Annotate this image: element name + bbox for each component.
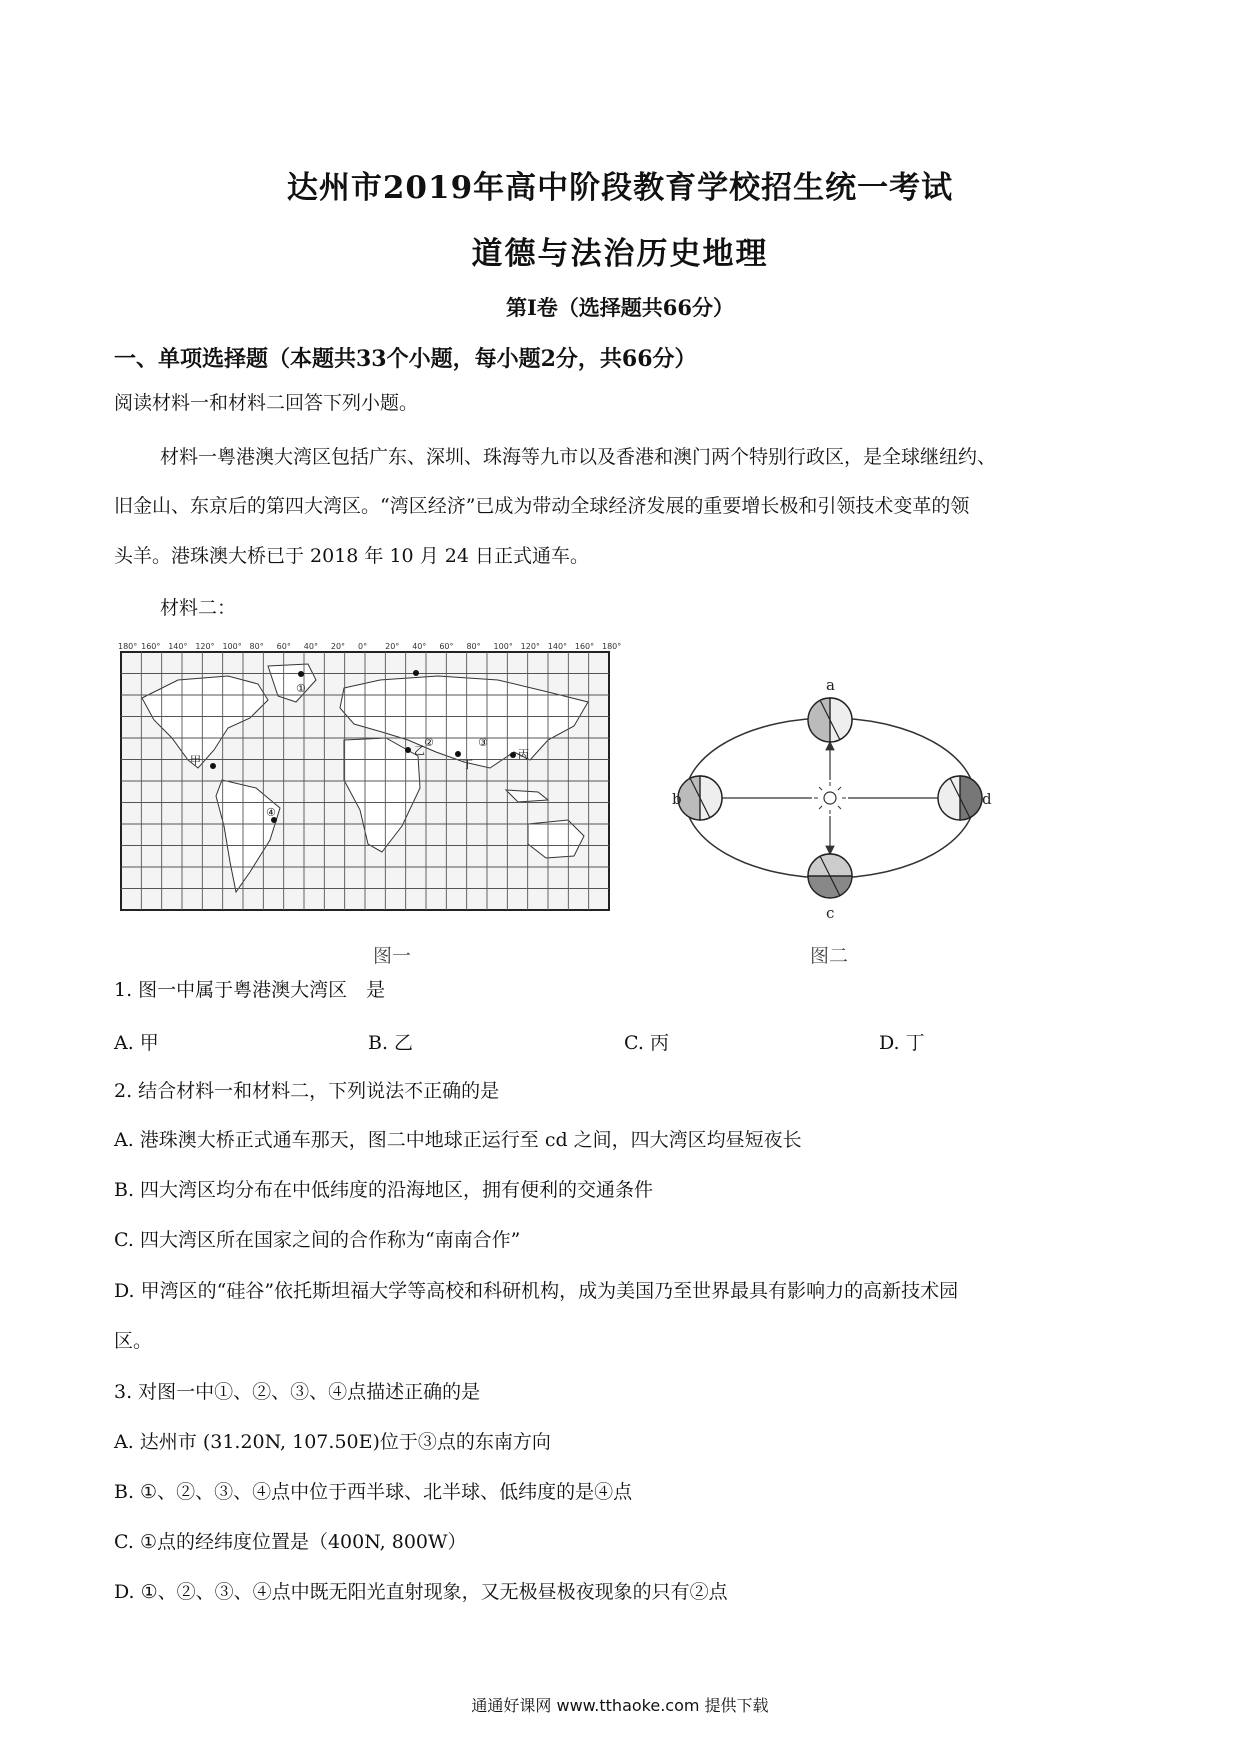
earth-b-icon xyxy=(678,776,722,820)
ding-dot xyxy=(455,751,461,757)
longitude-tick: 0° xyxy=(358,642,368,651)
question-1-stem: 1. 图一中属于粤港澳大湾区 是 xyxy=(114,979,386,1001)
longitude-tick: 20° xyxy=(330,642,346,651)
exam-subject: 道德与法治历史地理 xyxy=(471,236,769,272)
jia-dot xyxy=(210,763,216,769)
footer-source: 通通好课网 www.tthaoke.com 提供下载 xyxy=(471,1696,769,1715)
longitude-tick: 40° xyxy=(412,642,427,651)
question-2-option-b: B. 四大湾区均分布在中低纬度的沿海地区，拥有便利的交通条件 xyxy=(114,1179,654,1201)
longitude-tick: 160° xyxy=(141,642,161,651)
question-1-option-a: A. 甲 xyxy=(114,1032,159,1054)
figure-two-caption: 图二 xyxy=(810,945,849,967)
longitude-tick: 160° xyxy=(574,642,595,651)
material-one-line-3: 头羊。港珠澳大桥已于 2018 年 10 月 24 日正式通车。 xyxy=(114,545,589,567)
yi-dot xyxy=(405,747,411,753)
earth-d-icon xyxy=(938,776,982,820)
question-2-option-a: A. 港珠澳大桥正式通车那天，图二中地球正运行至 cd 之间，四大湾区均昼短夜长 xyxy=(114,1129,802,1151)
exam-title: 达州市2019年高中阶段教育学校招生统一考试 xyxy=(286,170,954,206)
longitude-tick: 180° xyxy=(118,642,138,651)
longitude-tick: 60° xyxy=(439,642,454,651)
world-map-svg xyxy=(118,640,630,915)
jia-label: 甲 xyxy=(190,754,201,767)
longitude-tick-labels xyxy=(118,642,621,651)
label-b: b xyxy=(672,790,682,808)
label-c: c xyxy=(826,904,835,922)
question-2-option-c: C. 四大湾区所在国家之间的合作称为“南南合作” xyxy=(114,1229,521,1251)
longitude-tick: 80° xyxy=(249,642,264,651)
figure-two-earth-orbit xyxy=(670,678,990,938)
longitude-tick: 100° xyxy=(493,642,513,651)
point-4-label: ④ xyxy=(266,806,276,819)
orbit-svg xyxy=(670,678,990,938)
exam-part: 第Ⅰ卷（选择题共66分） xyxy=(505,295,735,320)
label-d: d xyxy=(982,790,992,808)
yi-label: 乙 xyxy=(414,744,425,757)
point-1-label: ① xyxy=(296,682,306,695)
bing-label: 丙 xyxy=(518,748,529,761)
longitude-tick: 60° xyxy=(276,642,291,651)
question-2-stem: 2. 结合材料一和材料二，下列说法不正确的是 xyxy=(114,1080,500,1102)
longitude-tick: 120° xyxy=(195,642,215,651)
bing-dot xyxy=(510,752,516,758)
longitude-tick: 20° xyxy=(385,642,400,651)
point-3-label: ③ xyxy=(478,736,488,749)
longitude-tick: 80° xyxy=(466,642,481,651)
figure-one-world-map xyxy=(118,640,630,915)
question-2-option-d-line-1: D. 甲湾区的“硅谷”依托斯坦福大学等高校和科研机构，成为美国乃至世界最具有影响力的高新技术园 xyxy=(114,1280,959,1302)
sun-icon xyxy=(814,782,846,814)
question-3-option-c: C. ①点的经纬度位置是（400N, 800W） xyxy=(114,1531,467,1553)
figure-one-caption: 图一 xyxy=(373,945,412,967)
longitude-tick: 140° xyxy=(547,642,568,651)
material-one-line-2: 旧金山、东京后的第四大湾区。“湾区经济”已成为带动全球经济发展的重要增长极和引领技术变革的领 xyxy=(114,495,970,517)
earth-c-icon xyxy=(808,854,852,898)
question-1-option-c: C. 丙 xyxy=(624,1032,669,1054)
question-3-option-b: B. ①、②、③、④点中位于西半球、北半球、低纬度的是④点 xyxy=(114,1481,633,1503)
label-a: a xyxy=(826,676,835,694)
question-3-stem: 3. 对图一中①、②、③、④点描述正确的是 xyxy=(114,1381,481,1403)
material-two-label: 材料二： xyxy=(160,597,237,619)
material-one-line-1: 材料一粤港澳大湾区包括广东、深圳、珠海等九市以及香港和澳门两个特别行政区，是全球继纽约、 xyxy=(160,446,997,468)
point-1-dot xyxy=(298,671,304,677)
ding-label: 丁 xyxy=(462,758,473,771)
question-1-option-d: D. 丁 xyxy=(879,1032,925,1054)
longitude-tick: 100° xyxy=(222,642,242,651)
earth-a-icon xyxy=(808,698,852,742)
section-heading: 一、单项选择题（本题共33个小题，每小题2分，共66分） xyxy=(114,346,697,372)
longitude-tick: 40° xyxy=(303,642,318,651)
question-2-option-d-line-2: 区。 xyxy=(114,1330,153,1352)
longitude-tick: 180° xyxy=(602,642,622,651)
point-2-label: ② xyxy=(424,736,434,749)
question-3-option-a: A. 达州市 (31.20N, 107.50E)位于③点的东南方向 xyxy=(114,1431,551,1453)
longitude-tick: 140° xyxy=(168,642,188,651)
point-2-dot xyxy=(413,670,419,676)
question-3-option-d: D. ①、②、③、④点中既无阳光直射现象，又无极昼极夜现象的只有②点 xyxy=(114,1581,728,1603)
longitude-tick: 120° xyxy=(520,642,540,651)
question-1-option-b: B. 乙 xyxy=(368,1032,414,1054)
instruction: 阅读材料一和材料二回答下列小题。 xyxy=(114,392,419,414)
